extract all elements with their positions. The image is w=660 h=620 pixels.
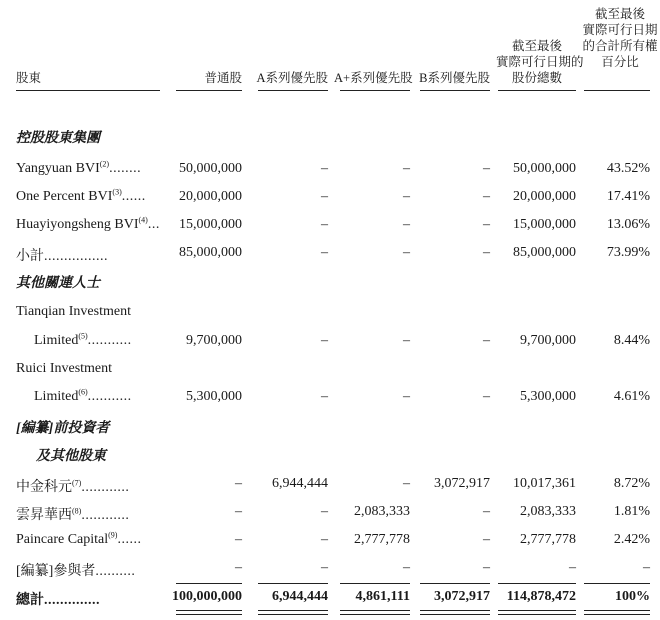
header-ordinary: 普通股 [204, 71, 242, 85]
cell-series-a: – [321, 560, 328, 575]
row-label-cicc: 中金科元$^{(7)}$............ [16, 478, 130, 495]
cell-percentage: 43.52% [606, 161, 650, 176]
cell-total-shares: 20,000,000 [513, 189, 576, 204]
row-label-ruici-line2: Limited$^{(6)}$........... [34, 387, 132, 404]
cell-percentage: 13.06% [606, 217, 650, 232]
cell-percentage: – [643, 560, 650, 575]
row-label-grand-total: 總計.............. [16, 593, 100, 608]
row-label-subtotal: 小計................ [16, 249, 108, 264]
cell-ordinary: – [235, 560, 242, 575]
cell-series-a: – [321, 532, 328, 547]
cell-ordinary: 5,300,000 [186, 389, 242, 404]
cell-total-shares: 2,777,778 [520, 532, 576, 547]
cell-ordinary: – [235, 532, 242, 547]
rule-series-a-plus [340, 583, 410, 584]
double-rule-percentage [584, 610, 650, 615]
cell-series-a: 6,944,444 [272, 476, 328, 491]
cell-series-a: – [321, 504, 328, 519]
cell-series-b: – [483, 560, 490, 575]
cell-series-b: – [483, 217, 490, 232]
header-rule-total-shares [498, 90, 576, 91]
cell-total-shares: 50,000,000 [513, 161, 576, 176]
row-label-huayiyongsheng: Huayiyongsheng BVI$^{(4)}$... [16, 215, 160, 232]
cell-series-b: – [483, 532, 490, 547]
rule-series-b [420, 583, 490, 584]
header-series-a-plus: A+系列優先股 [334, 71, 413, 85]
cell-ordinary: 20,000,000 [179, 189, 242, 204]
cell-ordinary: – [235, 504, 242, 519]
cell-total-shares: 114,878,472 [506, 589, 576, 604]
row-label-ruici-line1: Ruici Investment [16, 361, 113, 376]
cell-total-shares: 2,083,333 [520, 504, 576, 519]
cell-percentage: 2.42% [613, 532, 650, 547]
header-total-shares: 截至最後 實際可行日期的 股份總數 [496, 39, 584, 85]
header-rule-series-b [420, 90, 490, 91]
cell-series-a-plus: 2,083,333 [354, 504, 410, 519]
double-rule-total-shares [498, 610, 576, 615]
header-rule-percentage [584, 90, 650, 91]
cell-percentage: 8.72% [613, 476, 650, 491]
cell-series-b: – [483, 333, 490, 348]
section-controlling-group: 控股股東集團 [16, 131, 100, 146]
cell-series-b: – [483, 245, 490, 260]
cell-series-a-plus: – [403, 476, 410, 491]
cell-series-a: 6,944,444 [272, 589, 328, 604]
cell-percentage: 100% [615, 589, 650, 604]
row-label-participants: [編纂]參與者.......... [16, 564, 136, 579]
header-rule-ordinary [176, 90, 242, 91]
cell-ordinary: 15,000,000 [179, 217, 242, 232]
cell-total-shares: 5,300,000 [520, 389, 576, 404]
double-rule-series-a [258, 610, 328, 615]
cell-series-b: 3,072,917 [434, 476, 490, 491]
cell-series-b: – [483, 161, 490, 176]
rule-total-shares [498, 583, 576, 584]
row-label-tianqian-line2: Limited$^{(5)}$........... [34, 331, 132, 348]
row-label-paincare: Paincare Capital$^{(9)}$...... [16, 530, 142, 547]
cell-series-a-plus: – [403, 560, 410, 575]
cell-series-a-plus: – [403, 217, 410, 232]
cell-series-a-plus: – [403, 389, 410, 404]
cell-series-b: – [483, 389, 490, 404]
cell-percentage: 17.41% [606, 189, 650, 204]
cell-series-b: 3,072,917 [434, 589, 490, 604]
cell-series-a-plus: 4,861,111 [355, 589, 410, 604]
cell-series-a-plus: – [403, 333, 410, 348]
cell-ordinary: 85,000,000 [179, 245, 242, 260]
header-rule-series-a [258, 90, 328, 91]
cell-series-a-plus: – [403, 161, 410, 176]
cell-percentage: 73.99% [606, 245, 650, 260]
row-label-one-percent: One Percent BVI$^{(3)}$...... [16, 187, 146, 204]
section-pre-ipo-investors: [編纂]前投資者 [16, 421, 110, 436]
header-percentage: 截至最後 實際可行日期 的合計所有權 百分比 [582, 7, 658, 69]
rule-percentage [584, 583, 650, 584]
cell-total-shares: – [569, 560, 576, 575]
row-label-yunsheng: 雲昇華西$^{(8)}$............ [16, 506, 130, 523]
header-rule-shareholder [16, 90, 160, 91]
cell-percentage: 1.81% [613, 504, 650, 519]
cell-ordinary: 9,700,000 [186, 333, 242, 348]
section-other-shareholders: 及其他股東 [36, 449, 106, 464]
double-rule-ordinary [176, 610, 242, 615]
cell-series-b: – [483, 504, 490, 519]
cell-series-a: – [321, 161, 328, 176]
cell-series-a-plus: 2,777,778 [354, 532, 410, 547]
header-shareholder: 股東 [16, 71, 42, 85]
double-rule-series-b [420, 610, 490, 615]
cell-series-a: – [321, 217, 328, 232]
cell-total-shares: 10,017,361 [513, 476, 576, 491]
cell-series-a: – [321, 245, 328, 260]
cell-ordinary: – [235, 476, 242, 491]
cell-series-a-plus: – [403, 189, 410, 204]
rule-ordinary [176, 583, 242, 584]
header-rule-series-a-plus [340, 90, 410, 91]
cell-series-a-plus: – [403, 245, 410, 260]
cell-ordinary: 100,000,000 [172, 589, 242, 604]
header-series-b: B系列優先股 [419, 71, 490, 85]
cell-series-a: – [321, 333, 328, 348]
row-label-tianqian-line1: Tianqian Investment [16, 304, 131, 319]
cell-ordinary: 50,000,000 [179, 161, 242, 176]
cell-percentage: 8.44% [613, 333, 650, 348]
cell-series-a: – [321, 189, 328, 204]
double-rule-series-a-plus [340, 610, 410, 615]
cell-total-shares: 85,000,000 [513, 245, 576, 260]
section-other-related-persons: 其他關連人士 [16, 276, 100, 291]
cell-percentage: 4.61% [613, 389, 650, 404]
cell-total-shares: 15,000,000 [513, 217, 576, 232]
rule-series-a [258, 583, 328, 584]
cell-series-a: – [321, 389, 328, 404]
cell-series-b: – [483, 189, 490, 204]
row-label-yangyuan: Yangyuan BVI$^{(2)}$........ [16, 159, 142, 176]
header-series-a: A系列優先股 [256, 71, 328, 85]
cell-total-shares: 9,700,000 [520, 333, 576, 348]
